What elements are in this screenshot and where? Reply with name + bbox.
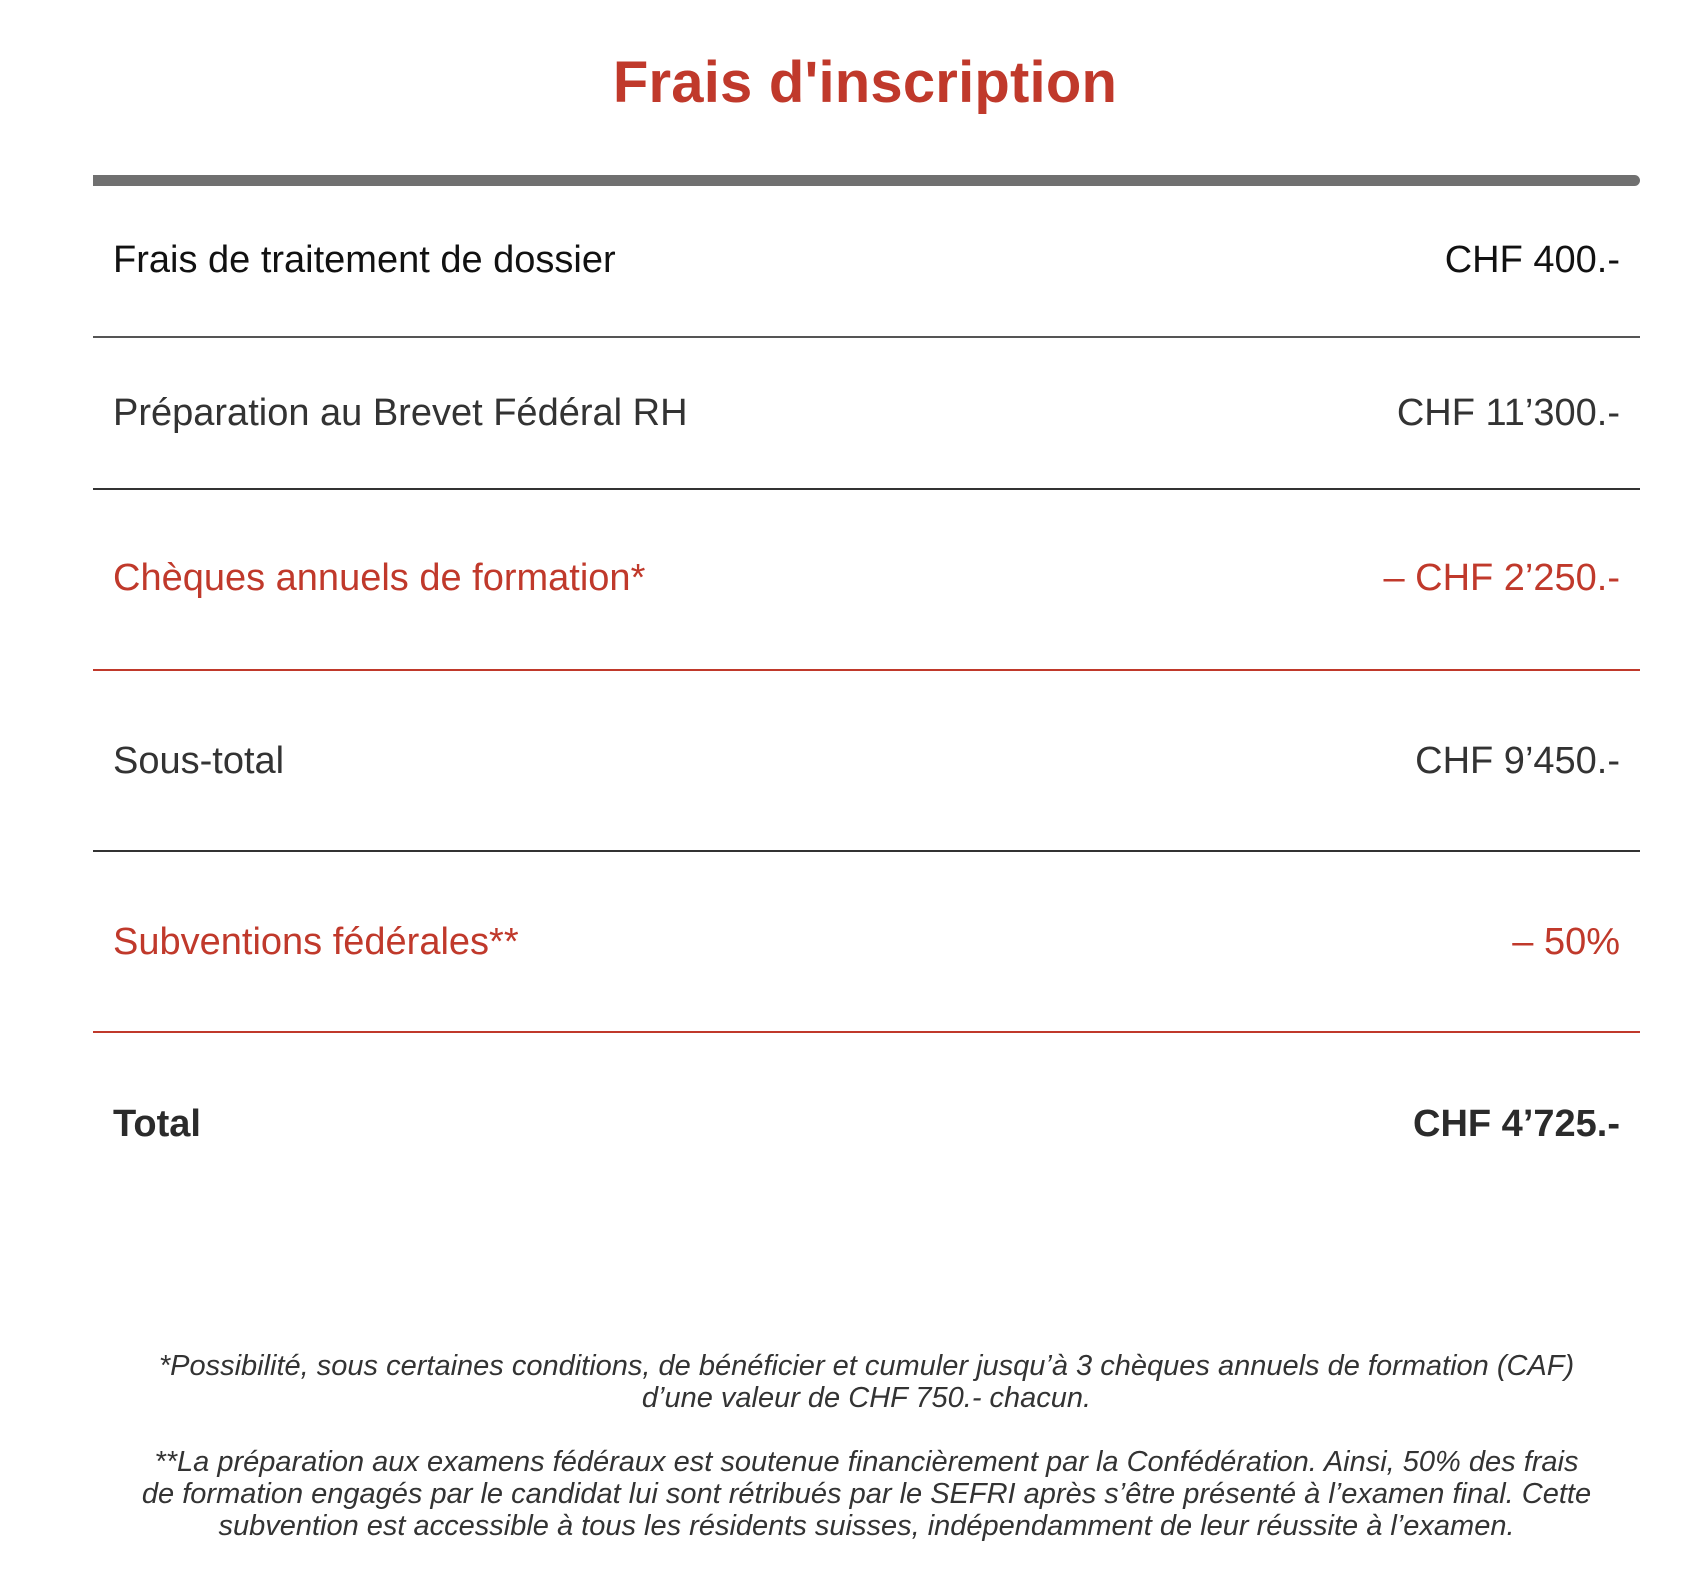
fee-amount: – 50% <box>1512 920 1620 963</box>
fee-row-subventions <box>93 852 1640 1033</box>
fee-row-total <box>93 1033 1640 1214</box>
footnote-caf <box>93 1350 1640 1414</box>
fee-label: Chèques annuels de formation* <box>113 556 646 599</box>
fee-row-preparation <box>93 338 1640 490</box>
footnotes <box>93 1350 1640 1574</box>
fee-table <box>93 186 1640 1214</box>
fee-label: Subventions fédérales** <box>113 920 519 963</box>
fee-amount: CHF 400.- <box>1444 239 1620 281</box>
fee-row-cheques <box>93 490 1640 671</box>
footnote-subventions <box>93 1446 1640 1542</box>
fee-label: Sous-total <box>113 739 285 782</box>
fee-label: Frais de traitement de dossier <box>113 239 616 281</box>
page-title: Frais d'inscription <box>612 50 1118 115</box>
fee-row-dossier <box>93 186 1640 338</box>
footnote-line: d’une valeur de CHF 750.- chacun. <box>641 1382 1092 1414</box>
fee-label: Préparation au Brevet Fédéral RH <box>113 392 688 434</box>
fee-label: Total <box>113 1102 201 1145</box>
fee-amount: CHF 9’450.- <box>1415 739 1620 782</box>
footnote-line: subvention est accessible à tous les résidents suisses, indépendamment de leur réussite à l’examen. <box>218 1510 1515 1542</box>
fee-amount: CHF 4’725.- <box>1413 1102 1620 1145</box>
footnote-line: **La préparation aux examens fédéraux est soutenue financièrement par la Confédération. Ainsi, 50% des frais <box>154 1446 1579 1478</box>
footnote-line: de formation engagés par le candidat lui sont rétribués par le SEFRI après s’être présenté à l’examen final. Cette <box>141 1478 1592 1510</box>
footnote-line: *Possibilité, sous certaines conditions, de bénéficier et cumuler jusqu’à 3 chèques annuels de formation (CAF) <box>158 1350 1575 1382</box>
table-top-bar <box>93 175 1640 186</box>
fee-amount: – CHF 2’250.- <box>1383 556 1620 599</box>
fee-amount: CHF 11’300.- <box>1396 392 1620 434</box>
fee-row-subtotal <box>93 671 1640 852</box>
